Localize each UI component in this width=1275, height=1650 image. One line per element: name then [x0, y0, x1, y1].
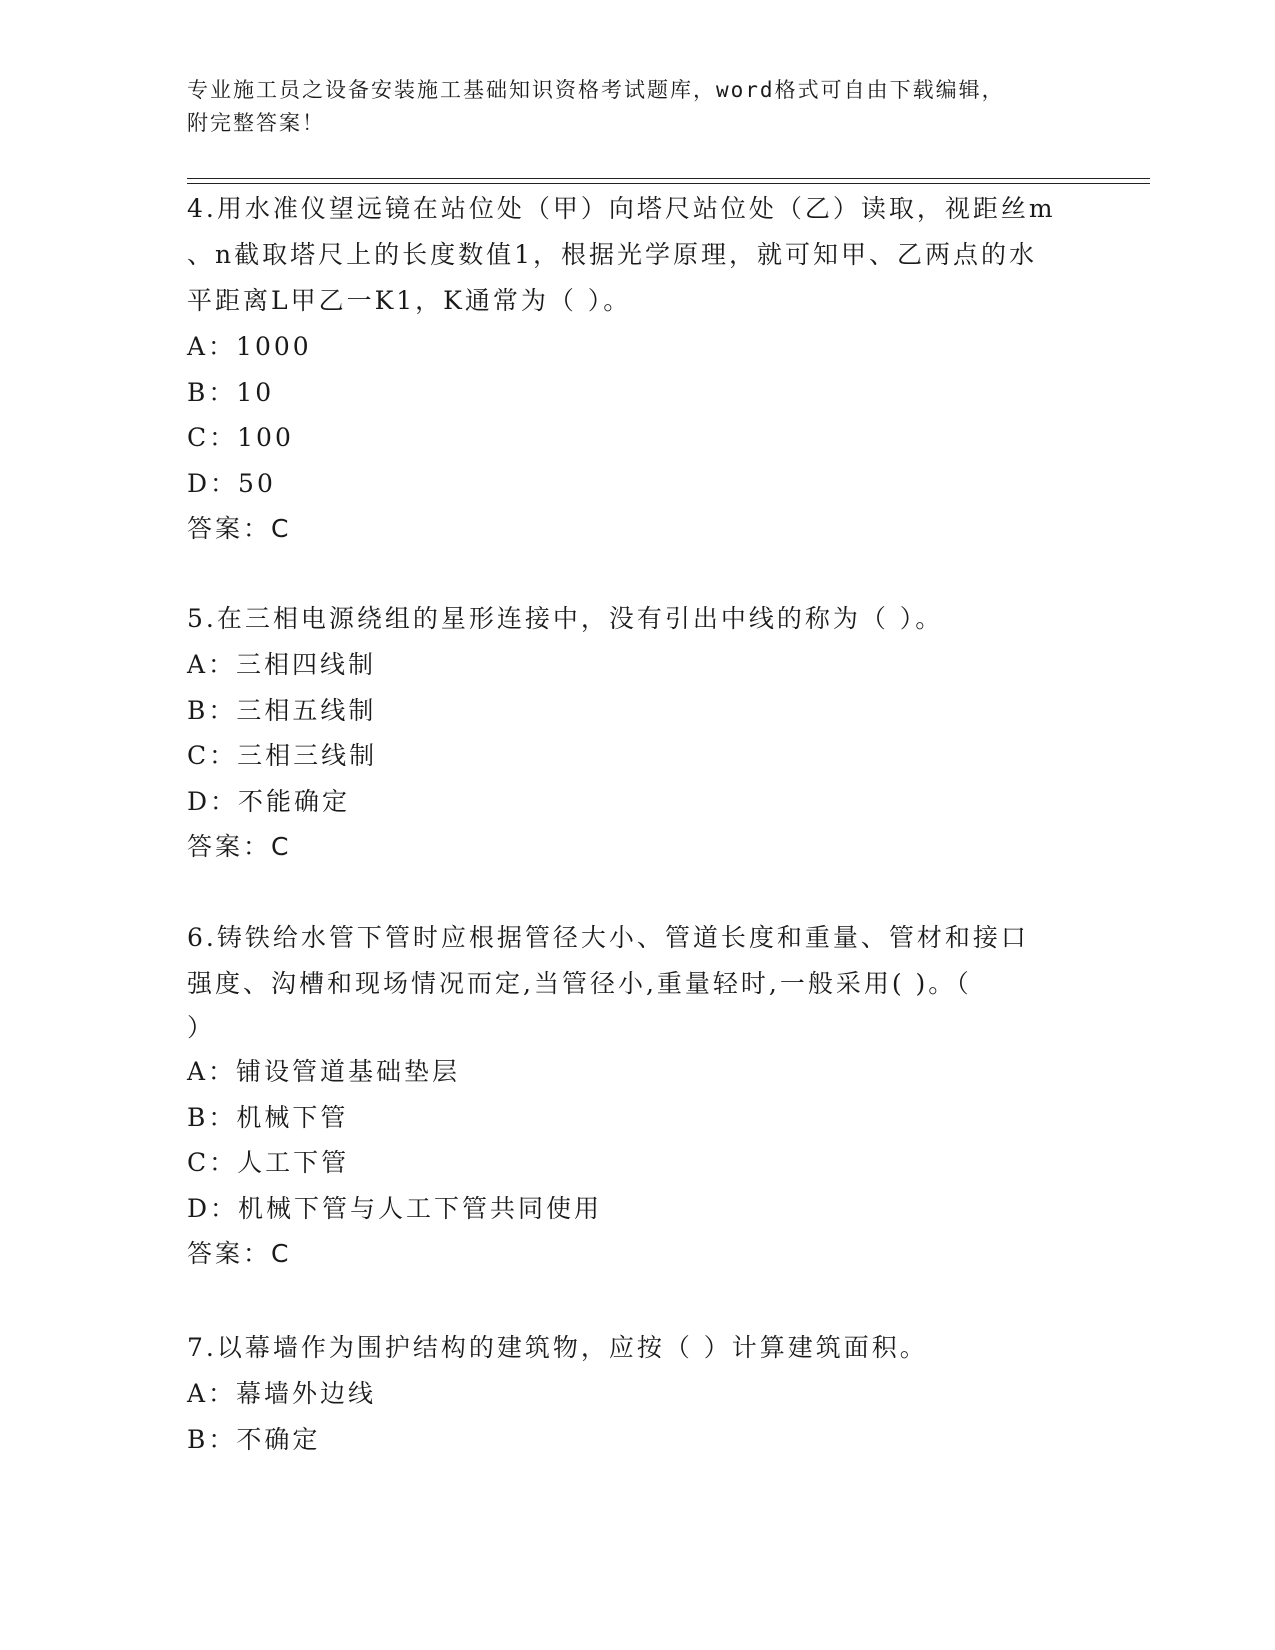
question-stem-line: 平距离L甲乙一K1，K通常为（ ）。: [187, 286, 632, 315]
option-d: D：不能确定: [187, 786, 351, 816]
question-stem-line: 6.铸铁给水管下管时应根据管径大小、管道长度和重量、管材和接口: [187, 923, 1029, 952]
answer-line: 答案：C: [187, 832, 292, 861]
question-stem-line: 4.用水准仪望远镜在站位处（甲）向塔尺站位处（乙）读取，视距丝m: [187, 194, 1056, 223]
option-b: B：三相五线制: [187, 695, 377, 725]
header-divider-bottom: [187, 183, 1150, 184]
question-stem-line: 、n截取塔尺上的长度数值1，根据光学原理，就可知甲、乙两点的水: [187, 240, 1038, 269]
option-c: C：100: [187, 423, 294, 452]
question-5: [187, 596, 1087, 870]
question-stem-line: ）: [187, 1013, 216, 1042]
question-4: [187, 186, 1087, 552]
option-d: D：50: [187, 468, 276, 498]
question-stem-line: 5.在三相电源绕组的星形连接中，没有引出中线的称为（ ）。: [187, 604, 944, 633]
question-7: [187, 1325, 1087, 1462]
question-6: [187, 915, 1087, 1277]
header-line-1: 专业施工员之设备安装施工基础知识资格考试题库，word格式可自由下载编辑，: [187, 78, 1005, 102]
option-c: C：人工下管: [187, 1148, 350, 1177]
option-b: B：10: [187, 377, 275, 407]
document-header: [187, 74, 1067, 140]
option-a: A：三相四线制: [187, 650, 377, 679]
option-b: B：不确定: [187, 1424, 321, 1454]
option-c: C：三相三线制: [187, 741, 378, 770]
option-b: B：机械下管: [187, 1102, 349, 1132]
header-divider-top: [187, 178, 1150, 179]
question-stem-line: 强度、沟槽和现场情况而定,当管径小,重量轻时,一般采用( )。（: [187, 969, 972, 998]
option-a: A：幕墙外边线: [187, 1379, 377, 1408]
answer-line: 答案：C: [187, 1239, 292, 1268]
option-a: A：1000: [187, 332, 312, 361]
answer-line: 答案：C: [187, 514, 292, 543]
option-a: A：铺设管道基础垫层: [187, 1057, 461, 1086]
option-d: D：机械下管与人工下管共同使用: [187, 1193, 603, 1223]
question-stem-line: 7.以幕墙作为围护结构的建筑物，应按（ ）计算建筑面积。: [187, 1333, 928, 1362]
header-line-2: 附完整答案！: [187, 111, 325, 135]
